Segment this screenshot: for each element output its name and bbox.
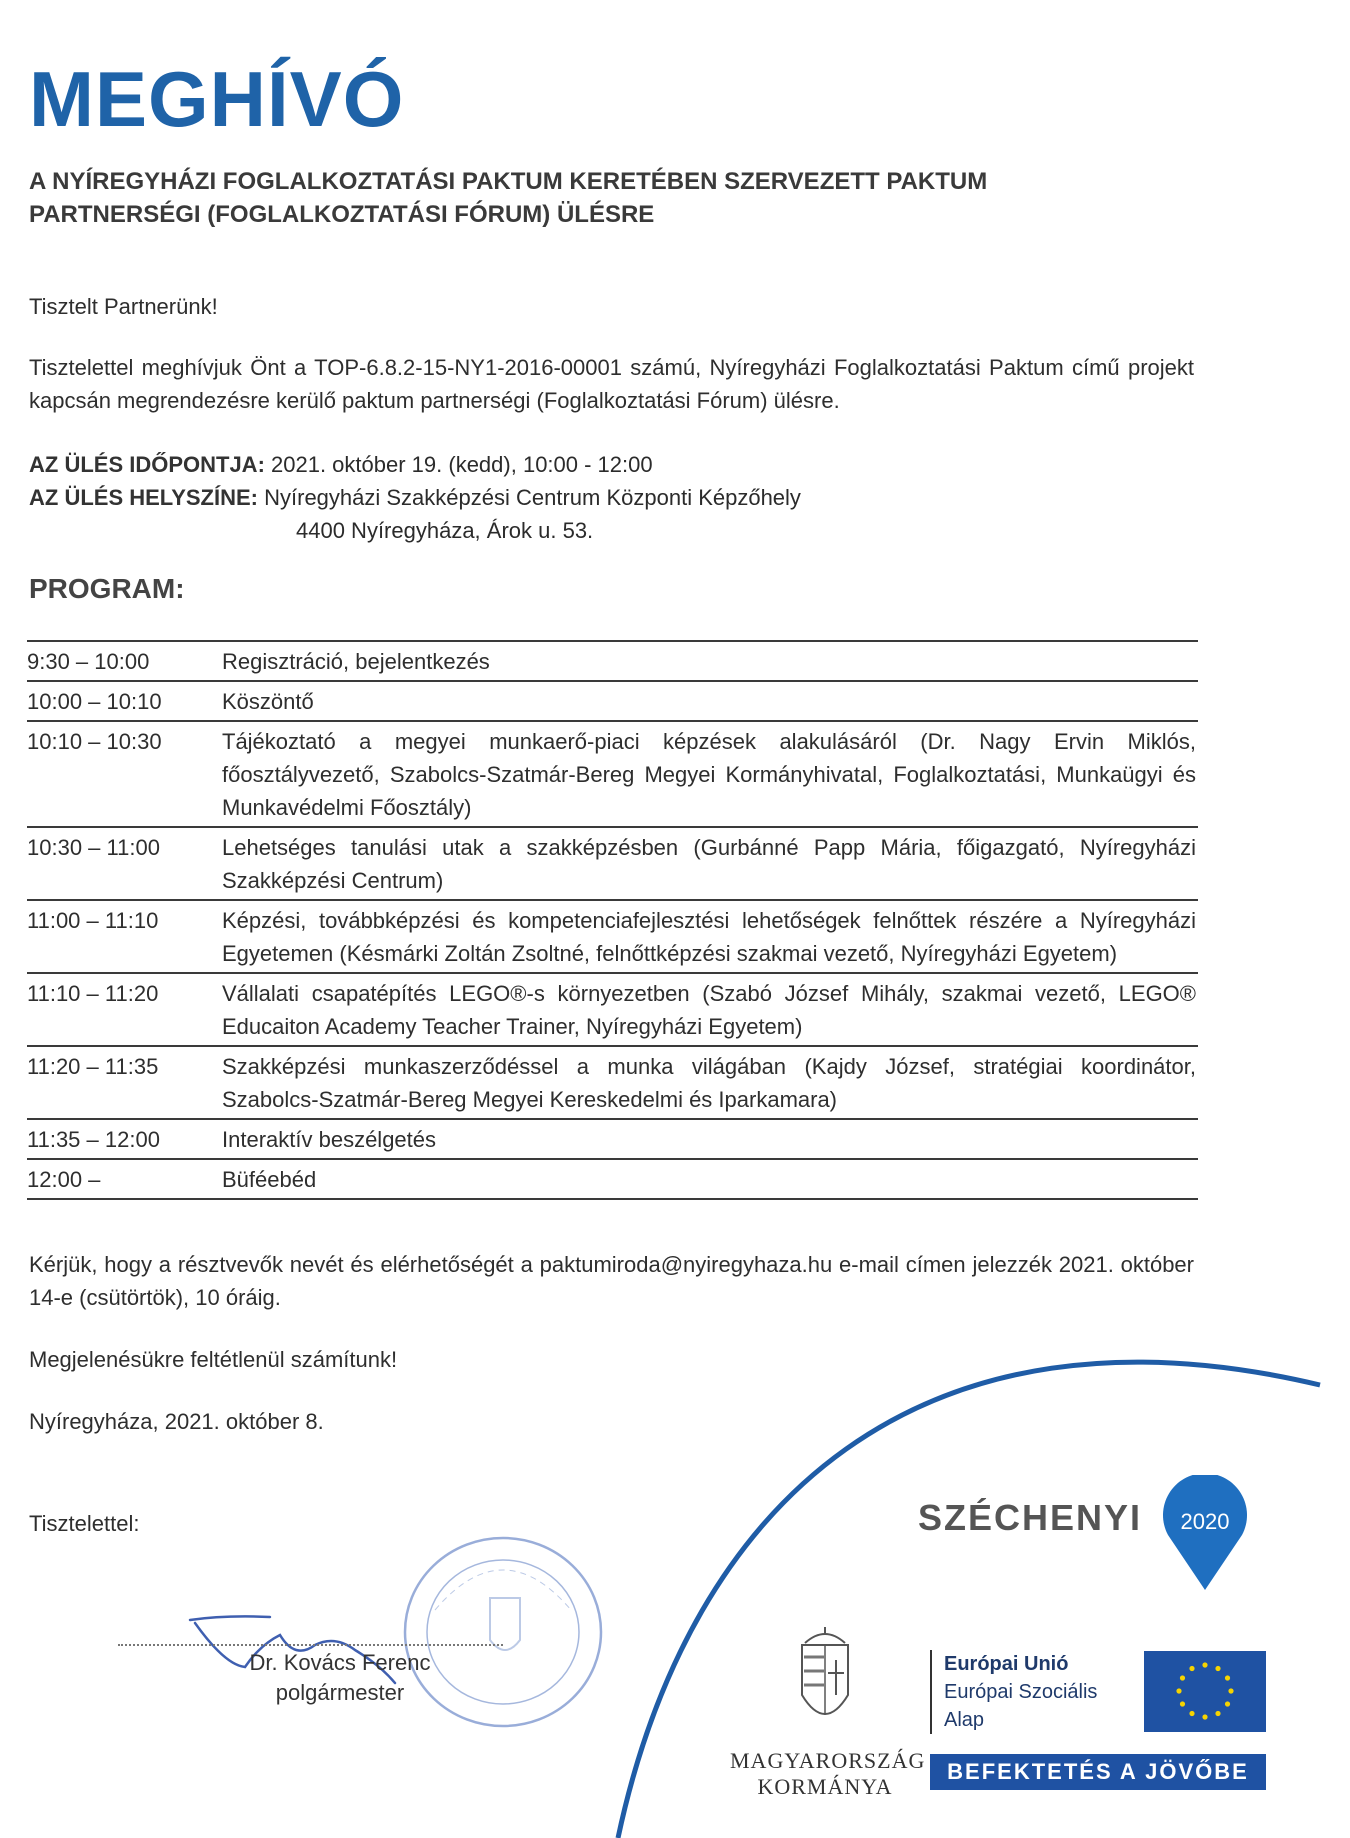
page-title: MEGHÍVÓ [29, 55, 405, 143]
program-row [27, 900, 1198, 973]
eu-line1: Európai Unió [944, 1653, 1069, 1675]
closing-line: Megjelenésükre feltétlenül számítunk! [29, 1347, 398, 1372]
eu-line2: Európai Szociális [944, 1681, 1098, 1703]
page-subtitle: A NYÍREGYHÁZI FOGLALKOZTATÁSI PAKTUM KERETÉBEN SZERVEZETT PAKTUM PARTNERSÉGI (FOGLALKOZTATÁSI FÓRUM) ÜLÉSRE [29, 168, 988, 228]
registration-request: Kérjük, hogy a résztvevők nevét és elérhetőségét a paktumiroda@nyiregyhaza.hu e-mail címen jelezzék 2021. október 14-e (csütörtök), 10 óráig. [29, 1252, 1194, 1310]
regards: Tisztelettel: [29, 1511, 140, 1536]
program-row [27, 1046, 1198, 1119]
government-logo-text [730, 1748, 926, 1800]
eu-star [1189, 1666, 1194, 1671]
program-row [27, 973, 1198, 1046]
program-time: 11:00 – 11:10 [27, 908, 159, 933]
signer-name: Dr. Kovács Ferenc [249, 1650, 431, 1675]
eu-star [1202, 1714, 1207, 1719]
szechenyi-year: 2020 [1180, 1509, 1230, 1534]
program-time: 11:10 – 11:20 [27, 981, 159, 1006]
invest-banner: BEFEKTETÉS A JÖVŐBE [930, 1754, 1266, 1790]
meeting-address: 4400 Nyíregyháza, Árok u. 53. [296, 518, 594, 543]
gov-line2: KORMÁNYA [757, 1774, 893, 1799]
program-time: 11:20 – 11:35 [27, 1054, 159, 1079]
eu-star [1180, 1701, 1185, 1706]
program-row [27, 1119, 1198, 1159]
program-heading: PROGRAM: [29, 573, 185, 604]
eu-fund-text [930, 1650, 1097, 1734]
program-time: 9:30 – 10:00 [27, 649, 150, 674]
intro-paragraph: Tisztelettel meghívjuk Önt a TOP-6.8.2-15-NY1-2016-00001 számú, Nyíregyházi Foglalkoztatási Paktum című projekt kapcsán megrendezésre kerülő paktum partnerségi (Foglalkoztatási Fórum) ülésre. [29, 355, 1194, 413]
szechenyi-logo-text: SZÉCHENYI [918, 1497, 1143, 1538]
coat-of-arms-icon [790, 1625, 860, 1735]
eu-star [1215, 1711, 1220, 1716]
gov-line1: MAGYARORSZÁG [730, 1748, 926, 1773]
eu-flag-icon [1144, 1651, 1266, 1732]
eu-star [1215, 1666, 1220, 1671]
eu-star [1225, 1701, 1230, 1706]
program-description: Szakképzési munkaszerződéssel a munka világában (Kajdy József, stratégiai koordinátor, Szabolcs-Szatmár-Bereg Megyei Kereskedelmi és Iparkamara) [222, 1054, 1196, 1112]
program-description: Köszöntő [222, 689, 314, 714]
signer-block [205, 1648, 475, 1708]
eu-star [1176, 1688, 1181, 1693]
city-date: Nyíregyháza, 2021. október 8. [29, 1409, 324, 1434]
program-description: Tájékoztató a megyei munkaerő-piaci képzések alakulásáról (Dr. Nagy Ervin Miklós, főosztályvezető, Szabolcs-Szatmár-Bereg Megyei Kormányhivatal, Foglalkoztatási, Munkaügyi és Munkavédelmi Főosztály) [222, 729, 1196, 820]
meeting-date [29, 448, 653, 481]
program-description: Büféebéd [222, 1167, 317, 1192]
program-description: Regisztráció, bejelentkezés [222, 649, 490, 674]
program-row [27, 1159, 1198, 1199]
program-time: 10:30 – 11:00 [27, 835, 160, 860]
greeting: Tisztelt Partnerünk! [29, 294, 218, 319]
szechenyi-pin-icon [1160, 1475, 1250, 1595]
meeting-date-value: 2021. október 19. (kedd), 10:00 - 12:00 [264, 452, 653, 477]
program-description: Interaktív beszélgetés [222, 1127, 437, 1152]
program-time: 10:10 – 10:30 [27, 729, 162, 754]
program-time: 11:35 – 12:00 [27, 1127, 160, 1152]
eu-star [1225, 1675, 1230, 1680]
program-description: Lehetséges tanulási utak a szakképzésben (Gurbánné Papp Mária, főigazgató, Nyíregyházi Szakképzési Centrum) [222, 835, 1196, 893]
program-table [27, 640, 1198, 1200]
program-row [27, 641, 1198, 681]
meeting-date-label: AZ ÜLÉS IDŐPONTJA: [29, 452, 265, 477]
meeting-place-label: AZ ÜLÉS HELYSZÍNE: [29, 485, 258, 510]
signer-title: polgármester [275, 1680, 405, 1705]
meeting-place [29, 481, 801, 514]
program-time: 10:00 – 10:10 [27, 689, 162, 714]
program-row [27, 827, 1198, 900]
program-description: Képzési, továbbképzési és kompetenciafejlesztési lehetőségek felnőttek részére a Nyíregyházi Egyetemen (Késmárki Zoltán Zsoltné, felnőttképzési szakmai vezető, Nyíregyházi Egyetem) [222, 908, 1196, 966]
eu-star [1180, 1675, 1185, 1680]
eu-star [1202, 1662, 1207, 1667]
program-description: Vállalati csapatépítés LEGO®-s környezetben (Szabó József Mihály, szakmai vezető, LEGO® Educaiton Academy Teacher Trainer, Nyíregyházi Egyetem) [222, 981, 1196, 1039]
program-time: 12:00 – [27, 1167, 101, 1192]
eu-line3: Alap [944, 1709, 985, 1731]
program-row [27, 681, 1198, 721]
program-row [27, 721, 1198, 827]
meeting-place-value: Nyíregyházi Szakképzési Centrum Központi Képzőhely [258, 485, 801, 510]
eu-star [1228, 1688, 1233, 1693]
eu-star [1189, 1711, 1194, 1716]
signature-line [118, 1644, 503, 1646]
